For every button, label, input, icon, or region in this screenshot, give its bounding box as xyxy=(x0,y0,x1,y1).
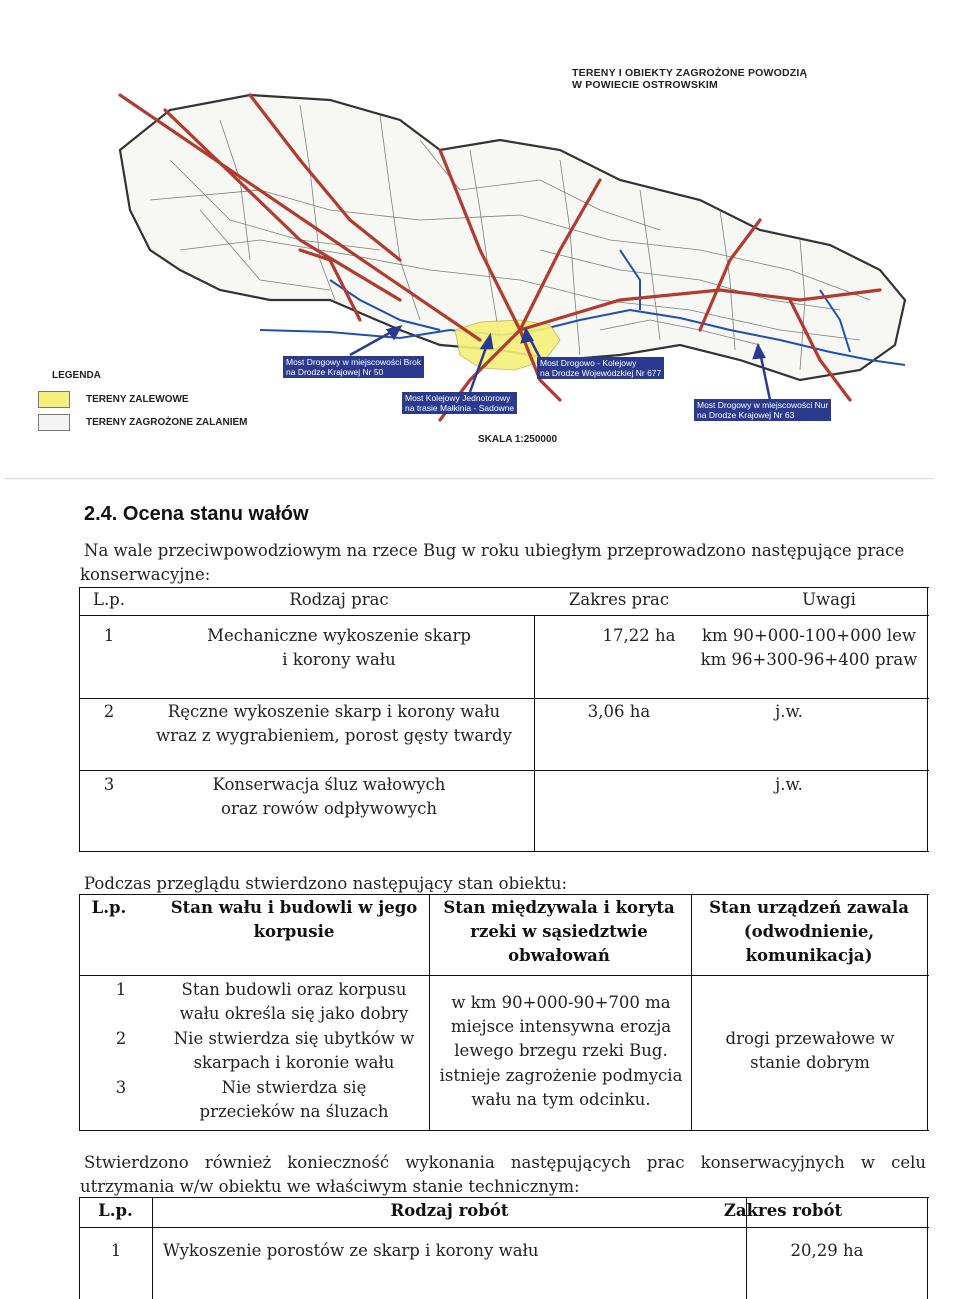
row1-type-line2: i korony wału xyxy=(282,650,396,669)
map-label-line2: na Drodze Krajowej Nr 63 xyxy=(697,410,795,420)
insp-row1-line2: wału określa się jako dobry xyxy=(179,1004,409,1023)
map-label-line1: Most Drogowy w miejscowości Brok xyxy=(286,357,422,367)
row1-notes-line2: km 96+300-96+400 praw xyxy=(700,650,918,669)
insp-row3-line1: Nie stwierdza się xyxy=(221,1078,367,1097)
map-label-line1: Most Drogowy w miejscowości Nur xyxy=(697,400,829,410)
map-label-line2: na Drodze Krajowej Nr 50 xyxy=(286,367,384,377)
interwale-line5: wału na tym odcinku. xyxy=(471,1090,651,1109)
section-heading: 2.4. Ocena stanu wałów xyxy=(84,503,309,525)
works-row1-type: Wykoszenie porostów ze skarp i korony wału xyxy=(163,1241,539,1260)
map-label-line2: na Drodze Wojewódzkiej Nr 677 xyxy=(540,368,662,378)
works-row1-scope: 20,29 ha xyxy=(790,1241,864,1260)
map-label-nur xyxy=(694,399,831,421)
row1-type-line1: Mechaniczne wykoszenie skarp xyxy=(207,626,471,645)
legend-swatch-risk xyxy=(38,414,70,431)
row3-type-line1: Konserwacja śluz wałowych xyxy=(212,775,446,794)
intro-paragraph xyxy=(84,539,930,563)
insp-header-col3-line2: (odwodnienie, xyxy=(743,922,875,941)
zawale-line1: drogi przewałowe w xyxy=(725,1029,895,1048)
row2-type-line2: wraz z wygrabieniem, porost gęsty twardy xyxy=(156,726,512,745)
row2-scope: 3,06 ha xyxy=(587,702,651,721)
legend-label: TERENY ZALEWOWE xyxy=(86,394,189,405)
row3-lp: 3 xyxy=(103,775,115,794)
map-label-677 xyxy=(537,357,664,379)
insp-row3-line2: przecieków na śluzach xyxy=(199,1102,389,1121)
insp-row2-lp: 2 xyxy=(115,1029,127,1048)
interwale-line3: lewego brzegu rzeki Bug. xyxy=(454,1041,668,1060)
works-header-lp: L.p. xyxy=(98,1201,133,1220)
flood-risk-map xyxy=(0,0,960,485)
insp-row2-line1: Nie stwierdza się ubytków w xyxy=(173,1029,415,1048)
map-label-brok xyxy=(283,356,424,378)
row1-notes-line1: km 90+000-100+000 lew xyxy=(701,626,916,645)
insp-header-col3-line3: komunikacja) xyxy=(745,946,873,965)
legend-label: TERENY ZAGROŻONE ZALANIEM xyxy=(86,417,248,428)
legend-swatch-flood xyxy=(38,391,70,408)
row2-notes: j.w. xyxy=(775,702,803,721)
map-title xyxy=(572,67,807,91)
works-done-table xyxy=(79,587,929,852)
insp-header-col2-line1: Stan międzywala i koryta xyxy=(443,898,675,917)
inspection-intro: Podczas przeglądu stwierdzono następujący stan obiektu: xyxy=(84,874,568,893)
insp-row3-lp: 3 xyxy=(115,1078,127,1097)
row3-type-line2: oraz rowów odpływowych xyxy=(221,799,437,818)
header-lp: L.p. xyxy=(92,590,125,609)
works-row1-lp: 1 xyxy=(110,1241,122,1260)
header-scope: Zakres prac xyxy=(568,590,670,609)
insp-header-lp: L.p. xyxy=(91,898,127,917)
map-legend xyxy=(38,370,247,431)
intro-line2: konserwacyjne: xyxy=(80,565,211,584)
works-header-scope: Zakres robót xyxy=(723,1201,843,1220)
insp-header-col2-line2: rzeki w sąsiedztwie xyxy=(470,922,648,941)
row2-lp: 2 xyxy=(103,702,115,721)
row1-lp: 1 xyxy=(103,626,115,645)
insp-header-col2-line3: obwałowań xyxy=(508,946,610,965)
inspection-table xyxy=(79,894,929,1132)
interwale-line1: w km 90+000-90+700 ma xyxy=(451,993,671,1012)
works-needed-table xyxy=(79,1197,929,1299)
row3-notes: j.w. xyxy=(775,775,803,794)
zawale-line2: stanie dobrym xyxy=(750,1053,870,1072)
intro-line1: Na wale przeciwpowodziowym na rzece Bug w roku ubiegłym przeprowadzono następujące prace xyxy=(84,541,905,560)
header-type: Rodzaj prac xyxy=(289,590,389,609)
row2-type-line1: Ręczne wykoszenie skarp i korony wału xyxy=(167,702,501,721)
interwale-line4: istnieje zagrożenie podmycia xyxy=(439,1066,683,1085)
insp-row2-line2: skarpach i koronie wału xyxy=(193,1053,395,1072)
map-label-malkinia xyxy=(402,392,517,414)
legend-item-flood xyxy=(38,391,247,408)
insp-header-col3-line1: Stan urządzeń zawala xyxy=(709,898,909,917)
map-label-line1: Most Drogowo - Kolejowy xyxy=(540,358,637,368)
map-title-line2: W POWIECIE OSTROWSKIM xyxy=(572,79,718,91)
insp-row1-line1: Stan budowli oraz korpusu xyxy=(181,980,407,999)
legend-item-risk xyxy=(38,414,247,431)
map-label-line2: na trasie Małkinia - Sadowne xyxy=(405,403,515,413)
interwale-line2: miejsce intensywna erozja xyxy=(450,1017,672,1036)
map-label-line1: Most Kolejowy Jednotorowy xyxy=(405,393,511,403)
map-scale: SKALA 1:250000 xyxy=(478,434,558,445)
legend-title: LEGENDA xyxy=(52,370,101,381)
works-intro-line2: utrzymania w/w obiektu we właściwym stanie technicznym: xyxy=(80,1177,580,1196)
header-notes: Uwagi xyxy=(802,590,856,609)
map-title-line1: TERENY I OBIEKTY ZAGROŻONE POWODZIĄ xyxy=(572,67,808,79)
works-intro-line1: Stwierdzono również konieczność wykonania następujących prac konserwacyjnych w celu xyxy=(84,1153,926,1172)
row1-scope: 17,22 ha xyxy=(602,626,676,645)
insp-header-col1-line2: korpusie xyxy=(253,922,335,941)
insp-row1-lp: 1 xyxy=(115,980,127,999)
insp-header-col1-line1: Stan wału i budowli w jego xyxy=(170,898,418,917)
works-header-type: Rodzaj robót xyxy=(390,1201,509,1220)
